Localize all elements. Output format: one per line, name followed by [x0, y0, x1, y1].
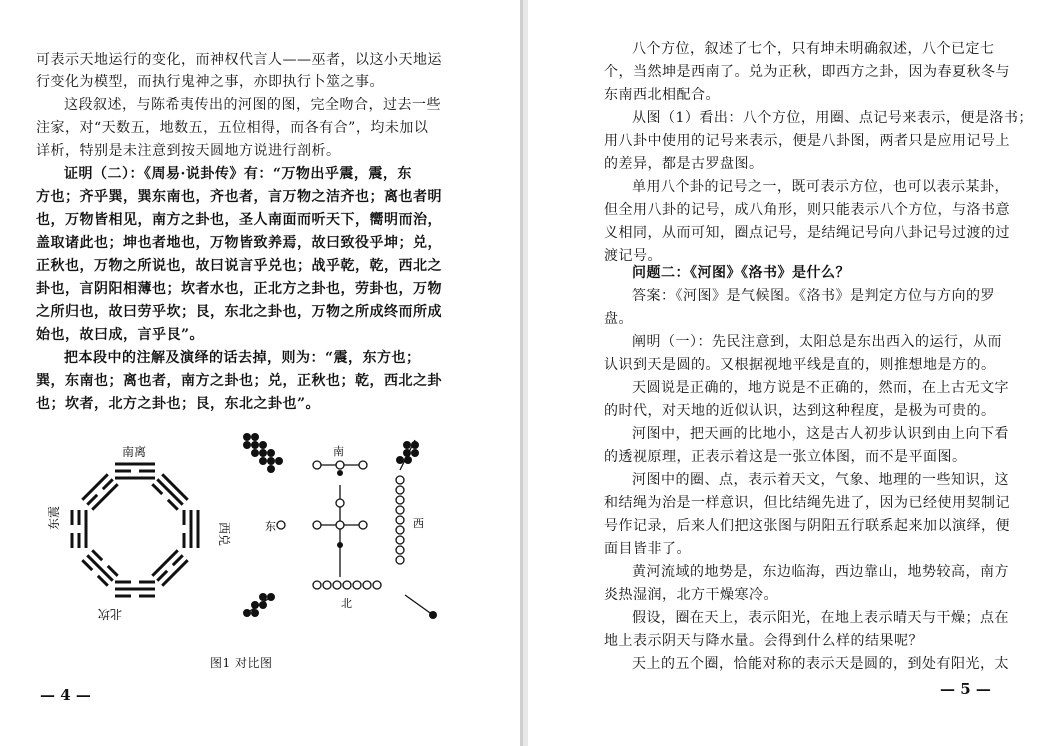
text-line: 的时代，对天地的近似认识，达到这种程度，是极为可贵的。 — [604, 403, 996, 419]
text-line: 的透视原理，正表示着这是一张立体图，而不是平面图。 — [604, 449, 967, 465]
text-line: 河图中的圈、点，表示着天文，气象、地理的一些知识，这 — [632, 472, 1009, 488]
text-line: 但全用八卦的记号，成八角形，则只能表示八个方位，与洛书意 — [604, 202, 1010, 218]
text-line: 始也，故曰成，言乎艮”。 — [36, 327, 205, 343]
text-line: 巽，东南也；离也者，南方之卦也；兑，正秋也；乾，西北之卦 — [36, 373, 442, 389]
text-line: 渡记号。 — [604, 248, 662, 264]
text-line: 注家，对“天数五，地数五，五位相得，而各有合”，均未加以 — [36, 120, 429, 136]
page-number: — 4 — — [40, 686, 91, 704]
text-line: 认识到天是圆的。又根据视地平线是直的，则推想地是方的。 — [604, 357, 996, 373]
text-line: 正秋也，万物之所说也，故曰说言乎兑也；战乎乾，乾，西北之 — [36, 258, 442, 274]
text-line: 河图中，把天画的比地小，这是古人初步认识到由上向下看 — [632, 426, 1009, 442]
text-line: 方也；齐乎巽，巽东南也，齐也者，言万物之洁齐也；离也者明 — [36, 189, 442, 205]
text-line: 地上表示阴天与降水量。会得到什么样的结果呢？ — [604, 633, 923, 649]
text-line: 号作记录，后来人们把这张图与阴阳五行联系起来加以演绎，便 — [604, 518, 1010, 534]
right-page — [528, 0, 1063, 746]
page-number: — 5 — — [940, 680, 991, 698]
text-line: 东南西北相配合。 — [604, 87, 720, 103]
text-line: 从图（1）看出：八个方位，用圈、点记号来表示，便是洛书； — [632, 110, 1033, 126]
text-line: 盘。 — [604, 311, 633, 327]
text-line: 八个方位，叙述了七个，只有坤未明确叙述，八个已定七 — [632, 41, 995, 57]
text-line: 详析，特别是未注意到按天圆地方说进行剖析。 — [36, 143, 341, 159]
hetu-south-label: 南 — [333, 445, 344, 458]
text-line: 行变化为模型，而执行鬼神之事，亦即执行卜筮之事。 — [36, 74, 384, 90]
text-line: 单用八个卦的记号之一，既可表示方位，也可以表示某卦， — [632, 179, 1009, 195]
text-line: 也；坎者，北方之卦也；艮，东北之卦也”。 — [36, 396, 321, 412]
text-line: 天上的五个圈，恰能对称的表示天是圆的，到处有阳光，太 — [632, 656, 1009, 672]
figure-caption: 图1 对比图 — [210, 656, 273, 670]
text-line: 用八卦中使用的记号来表示，便是八卦图，两者只是应用记号上 — [604, 133, 1010, 149]
text-line: 证明（二）：《周易·说卦传》有：“万物出乎震，震，东 — [64, 166, 412, 182]
bagua-west-label: 西兑 — [217, 522, 231, 547]
text-line: 问题二：《河图》《洛书》是什么？ — [632, 265, 850, 281]
bagua-east-label: 东震 — [47, 505, 61, 530]
text-line: 炎热湿润，北方干燥寒冷。 — [604, 587, 778, 603]
text-line: 天圆说是正确的，地方说是不正确的，然而，在上古无文字 — [632, 380, 1009, 396]
text-line: 也，万物皆相见，南方之卦也，圣人南面而听天下，嚮明而治， — [36, 212, 442, 228]
hetu-dots-figure — [235, 425, 450, 635]
bagua-octagon-figure — [30, 430, 240, 630]
text-line: 之所归也，故曰劳乎坎；艮，东北之卦也，万物之所成终而所成 — [36, 304, 442, 320]
hetu-east-label: 东 — [265, 520, 276, 533]
text-line: 这段叙述，与陈希夷传出的河图的图，完全吻合，过去一些 — [64, 97, 441, 113]
text-line: 卦也，言阴阳相薄也；坎者水也，正北方之卦也，劳卦也，万物 — [36, 281, 442, 297]
text-line: 义相同，从而可知，圈点记号，是结绳记号向八卦记号过渡的过 — [604, 225, 1010, 241]
page-divider — [520, 0, 528, 746]
bagua-north-label: 北坎 — [97, 607, 122, 621]
text-line: 可表示天地运行的变化，而神权代言人——巫者，以这小天地运 — [36, 52, 442, 68]
text-line: 答案：《河图》是气候图。《洛书》是判定方位与方向的罗 — [632, 288, 995, 304]
text-line: 黄河流域的地势是，东边临海，西边靠山，地势较高，南方 — [632, 564, 1009, 580]
text-line: 假设，圈在天上，表示阳光，在地上表示晴天与干燥；点在 — [632, 610, 1009, 626]
text-line: 阐明（一）：先民注意到，太阳总是东出西入的运行，从而 — [632, 334, 1002, 350]
text-line: 面目皆非了。 — [604, 541, 691, 557]
text-line: 盖取诸此也；坤也者地也，万物皆致养焉，故曰致役乎坤；兑， — [36, 235, 442, 251]
text-line: 和结绳为治是一样意识，但比结绳先进了，因为已经使用契制记 — [604, 495, 1010, 511]
text-line: 把本段中的注解及演绎的话去掉，则为：“震，东方也； — [64, 350, 421, 366]
bagua-south-label: 南离 — [122, 445, 147, 459]
left-page — [0, 0, 520, 746]
text-line: 的差异，都是古罗盘图。 — [604, 156, 764, 172]
hetu-west-label: 西 — [413, 517, 424, 530]
text-line: 个，当然坤是西南了。兑为正秋，即西方之卦，因为春夏秋冬与 — [604, 64, 1010, 80]
hetu-north-label: 北 — [341, 597, 352, 610]
